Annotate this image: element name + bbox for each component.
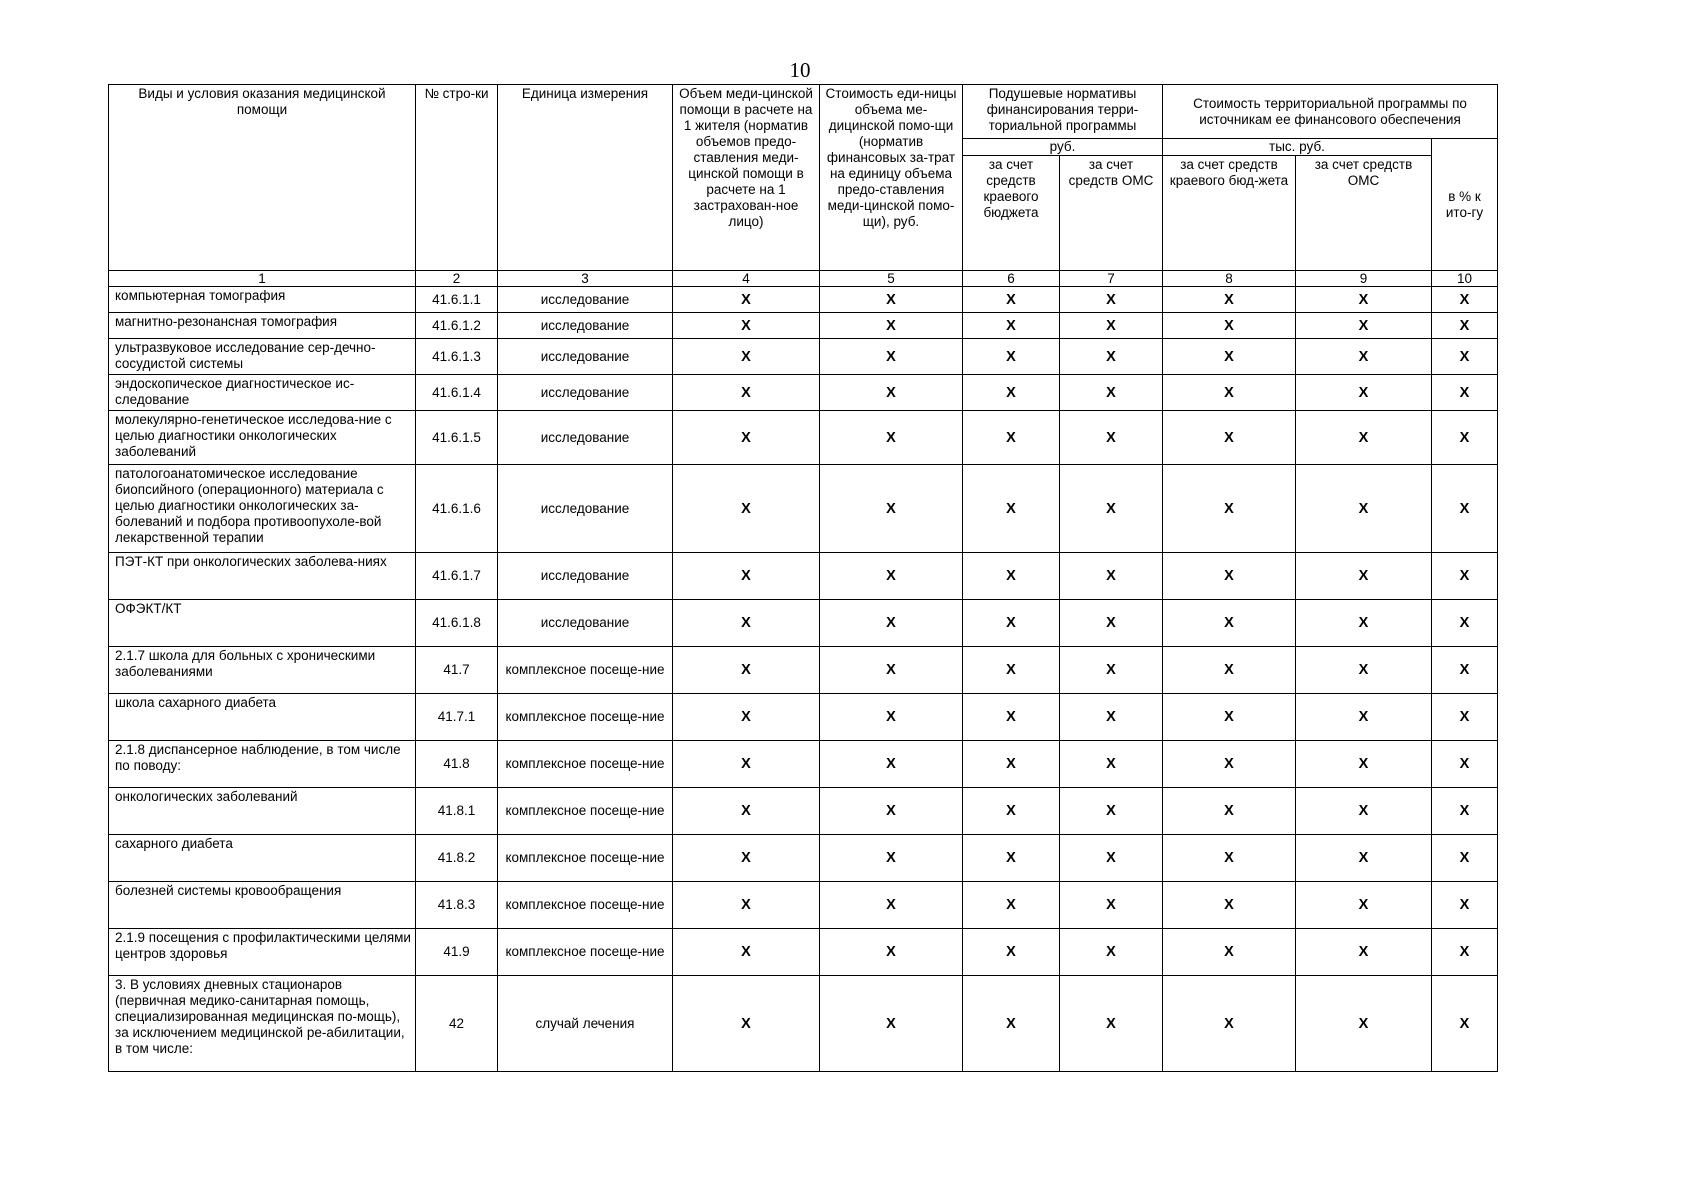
row-value: X <box>1432 882 1498 929</box>
row-value: X <box>820 976 963 1072</box>
column-number: 2 <box>416 271 498 287</box>
row-value: X <box>1163 465 1296 553</box>
row-value: X <box>1432 375 1498 411</box>
table-row <box>109 976 1498 1072</box>
row-line-number: 41.6.1.5 <box>416 411 498 465</box>
row-unit: исследование <box>498 553 673 600</box>
table-row <box>109 694 1498 741</box>
row-value: X <box>1432 647 1498 694</box>
column-number: 1 <box>109 271 416 287</box>
header-percent-of-total: в % к ито-гу <box>1432 139 1498 271</box>
row-value: X <box>1432 553 1498 600</box>
row-value: X <box>673 788 820 835</box>
table-row <box>109 339 1498 375</box>
row-value: X <box>1296 375 1432 411</box>
row-value: X <box>963 741 1060 788</box>
row-value: X <box>673 835 820 882</box>
row-value: X <box>1163 411 1296 465</box>
row-care-type: 2.1.8 диспансерное наблюдение, в том числе по поводу: <box>109 741 416 788</box>
row-value: X <box>1432 929 1498 976</box>
row-care-type: патологоанатомическое исследование биопсийного (операционного) материала с целью диагностики онкологических за-болеваний и подбора противоопухоле-вой лекарственной терапии <box>109 465 416 553</box>
row-value: X <box>673 976 820 1072</box>
row-value: X <box>1163 313 1296 339</box>
row-value: X <box>1163 339 1296 375</box>
header-volume: Объем меди-цинской помощи в расчете на 1 жителя (норматив объемов предо-ставления меди-цинской помощи в расчете на 1 застрахован-ное лицо) <box>673 85 820 271</box>
table-row <box>109 788 1498 835</box>
column-number-row <box>109 271 1498 287</box>
row-value: X <box>1296 339 1432 375</box>
row-value: X <box>1432 465 1498 553</box>
row-line-number: 41.9 <box>416 929 498 976</box>
row-value: X <box>963 600 1060 647</box>
row-value: X <box>1296 647 1432 694</box>
row-value: X <box>1163 553 1296 600</box>
row-value: X <box>1432 835 1498 882</box>
row-value: X <box>1163 647 1296 694</box>
row-value: X <box>673 313 820 339</box>
row-value: X <box>673 411 820 465</box>
row-line-number: 41.8.3 <box>416 882 498 929</box>
row-value: X <box>673 465 820 553</box>
row-value: X <box>1296 600 1432 647</box>
header-unit-rub: руб. <box>963 139 1163 156</box>
row-care-type: эндоскопическое диагностическое ис-следование <box>109 375 416 411</box>
row-care-type: сахарного диабета <box>109 835 416 882</box>
row-value: X <box>1296 553 1432 600</box>
row-unit: исследование <box>498 411 673 465</box>
row-care-type: компьютерная томография <box>109 287 416 313</box>
header-line-number: № стро-ки <box>416 85 498 271</box>
row-line-number: 41.7 <box>416 647 498 694</box>
row-value: X <box>1432 694 1498 741</box>
table-row <box>109 313 1498 339</box>
row-value: X <box>963 976 1060 1072</box>
header-regional-budget: за счет средств краевого бюджета <box>963 156 1060 271</box>
row-unit: комплексное посеще-ние <box>498 647 673 694</box>
column-number: 6 <box>963 271 1060 287</box>
row-value: X <box>963 313 1060 339</box>
row-value: X <box>1163 375 1296 411</box>
row-value: X <box>1163 741 1296 788</box>
row-unit: исследование <box>498 600 673 647</box>
table-row <box>109 882 1498 929</box>
row-value: X <box>1060 411 1163 465</box>
row-value: X <box>1432 287 1498 313</box>
row-value: X <box>1060 694 1163 741</box>
row-value: X <box>1060 741 1163 788</box>
row-value: X <box>963 788 1060 835</box>
row-value: X <box>1296 835 1432 882</box>
header-oms: за счет средств ОМС <box>1060 156 1163 271</box>
header-cost-regional-budget: за счет средств краевого бюд-жета <box>1163 156 1296 271</box>
row-value: X <box>963 339 1060 375</box>
row-value: X <box>1060 882 1163 929</box>
row-value: X <box>673 647 820 694</box>
table-row <box>109 411 1498 465</box>
table-row <box>109 287 1498 313</box>
row-value: X <box>1432 339 1498 375</box>
row-value: X <box>1060 600 1163 647</box>
row-value: X <box>1060 553 1163 600</box>
row-value: X <box>1060 788 1163 835</box>
row-value: X <box>1060 375 1163 411</box>
row-value: X <box>963 835 1060 882</box>
row-line-number: 41.6.1.1 <box>416 287 498 313</box>
row-unit: исследование <box>498 313 673 339</box>
row-value: X <box>1163 835 1296 882</box>
row-line-number: 42 <box>416 976 498 1072</box>
row-value: X <box>673 600 820 647</box>
row-value: X <box>1432 788 1498 835</box>
page-number: 10 <box>789 58 811 82</box>
table-row <box>109 929 1498 976</box>
row-value: X <box>1060 929 1163 976</box>
row-unit: комплексное посеще-ние <box>498 694 673 741</box>
row-value: X <box>820 339 963 375</box>
row-value: X <box>820 694 963 741</box>
table-row <box>109 647 1498 694</box>
row-line-number: 41.6.1.2 <box>416 313 498 339</box>
table-row <box>109 375 1498 411</box>
row-value: X <box>820 882 963 929</box>
header-unit: Единица измерения <box>498 85 673 271</box>
row-value: X <box>963 694 1060 741</box>
row-value: X <box>1296 694 1432 741</box>
row-value: X <box>820 788 963 835</box>
row-value: X <box>1163 788 1296 835</box>
table-body <box>109 287 1498 1072</box>
row-care-type: ПЭТ-КТ при онкологических заболева-ниях <box>109 553 416 600</box>
row-line-number: 41.8.2 <box>416 835 498 882</box>
row-unit: исследование <box>498 375 673 411</box>
row-value: X <box>673 553 820 600</box>
row-value: X <box>1060 465 1163 553</box>
row-value: X <box>673 287 820 313</box>
column-number: 7 <box>1060 271 1163 287</box>
table-row <box>109 465 1498 553</box>
row-value: X <box>820 465 963 553</box>
row-value: X <box>673 741 820 788</box>
row-care-type: 3. В условиях дневных стационаров (первичная медико-санитарная помощь, специализированная медицинская по-мощь), за исключением медицинской ре-абилитации, в том числе: <box>109 976 416 1072</box>
table-row <box>109 835 1498 882</box>
row-value: X <box>1432 313 1498 339</box>
row-value: X <box>963 465 1060 553</box>
row-value: X <box>820 741 963 788</box>
row-value: X <box>820 287 963 313</box>
row-value: X <box>1163 600 1296 647</box>
row-value: X <box>673 882 820 929</box>
row-value: X <box>1296 976 1432 1072</box>
row-value: X <box>963 882 1060 929</box>
row-value: X <box>1296 313 1432 339</box>
table-row <box>109 741 1498 788</box>
row-value: X <box>1060 339 1163 375</box>
row-unit: случай лечения <box>498 976 673 1072</box>
header-program-cost: Стоимость территориальной программы по источникам ее финансового обеспечения <box>1163 85 1498 139</box>
row-value: X <box>820 411 963 465</box>
column-number: 9 <box>1296 271 1432 287</box>
row-value: X <box>1432 411 1498 465</box>
row-value: X <box>963 411 1060 465</box>
row-value: X <box>820 647 963 694</box>
row-value: X <box>1296 411 1432 465</box>
row-line-number: 41.6.1.8 <box>416 600 498 647</box>
row-value: X <box>820 929 963 976</box>
column-number: 4 <box>673 271 820 287</box>
row-value: X <box>1432 600 1498 647</box>
row-value: X <box>673 339 820 375</box>
row-value: X <box>820 835 963 882</box>
row-unit: комплексное посеще-ние <box>498 929 673 976</box>
row-value: X <box>673 694 820 741</box>
row-value: X <box>1432 976 1498 1072</box>
header-cost-oms: за счет средств ОМС <box>1296 156 1432 271</box>
row-value: X <box>1060 647 1163 694</box>
row-value: X <box>1296 465 1432 553</box>
row-value: X <box>820 600 963 647</box>
row-value: X <box>963 929 1060 976</box>
row-value: X <box>1163 694 1296 741</box>
row-value: X <box>673 375 820 411</box>
row-care-type: болезней системы кровообращения <box>109 882 416 929</box>
row-value: X <box>963 375 1060 411</box>
row-unit: исследование <box>498 287 673 313</box>
row-care-type: молекулярно-генетическое исследова-ние с целью диагностики онкологических заболеваний <box>109 411 416 465</box>
row-unit: комплексное посеще-ние <box>498 835 673 882</box>
row-value: X <box>1060 976 1163 1072</box>
row-line-number: 41.6.1.3 <box>416 339 498 375</box>
row-value: X <box>1163 976 1296 1072</box>
row-unit: комплексное посеще-ние <box>498 882 673 929</box>
row-care-type: школа сахарного диабета <box>109 694 416 741</box>
column-number: 10 <box>1432 271 1498 287</box>
row-line-number: 41.6.1.4 <box>416 375 498 411</box>
row-line-number: 41.8.1 <box>416 788 498 835</box>
row-value: X <box>1296 287 1432 313</box>
row-unit: исследование <box>498 465 673 553</box>
row-value: X <box>1060 313 1163 339</box>
row-care-type: онкологических заболеваний <box>109 788 416 835</box>
header-percapita-norms: Подушевые нормативы финансирования терри-ториальной программы <box>963 85 1163 139</box>
row-care-type: 2.1.7 школа для больных с хроническими заболеваниями <box>109 647 416 694</box>
row-value: X <box>1296 929 1432 976</box>
header-unit-cost: Стоимость еди-ницы объема ме-дицинской помо-щи (норматив финансовых за-трат на единицу объема предо-ставления меди-цинской помо-щи), руб. <box>820 85 963 271</box>
row-line-number: 41.6.1.7 <box>416 553 498 600</box>
row-value: X <box>1296 788 1432 835</box>
row-unit: исследование <box>498 339 673 375</box>
column-number: 3 <box>498 271 673 287</box>
row-value: X <box>1432 741 1498 788</box>
row-value: X <box>1296 882 1432 929</box>
row-care-type: ультразвуковое исследование сер-дечно-сосудистой системы <box>109 339 416 375</box>
header-care-type: Виды и условия оказания медицинской помощи <box>109 85 416 271</box>
row-value: X <box>1296 741 1432 788</box>
column-number: 8 <box>1163 271 1296 287</box>
table-row <box>109 553 1498 600</box>
header-unit-thousand-rub: тыс. руб. <box>1163 139 1432 156</box>
row-value: X <box>963 647 1060 694</box>
column-number: 5 <box>820 271 963 287</box>
row-unit: комплексное посеще-ние <box>498 788 673 835</box>
row-care-type: 2.1.9 посещения с профилактическими целями центров здоровья <box>109 929 416 976</box>
row-value: X <box>963 553 1060 600</box>
medical-care-table <box>108 84 1498 1072</box>
row-value: X <box>820 375 963 411</box>
row-value: X <box>1163 929 1296 976</box>
row-unit: комплексное посеще-ние <box>498 741 673 788</box>
row-value: X <box>1060 835 1163 882</box>
row-care-type: магнитно-резонансная томография <box>109 313 416 339</box>
row-value: X <box>1163 882 1296 929</box>
row-value: X <box>820 553 963 600</box>
row-line-number: 41.7.1 <box>416 694 498 741</box>
row-value: X <box>820 313 963 339</box>
table-row <box>109 600 1498 647</box>
row-value: X <box>1163 287 1296 313</box>
row-value: X <box>1060 287 1163 313</box>
row-line-number: 41.8 <box>416 741 498 788</box>
row-care-type: ОФЭКТ/КТ <box>109 600 416 647</box>
row-value: X <box>963 287 1060 313</box>
row-value: X <box>673 929 820 976</box>
row-line-number: 41.6.1.6 <box>416 465 498 553</box>
